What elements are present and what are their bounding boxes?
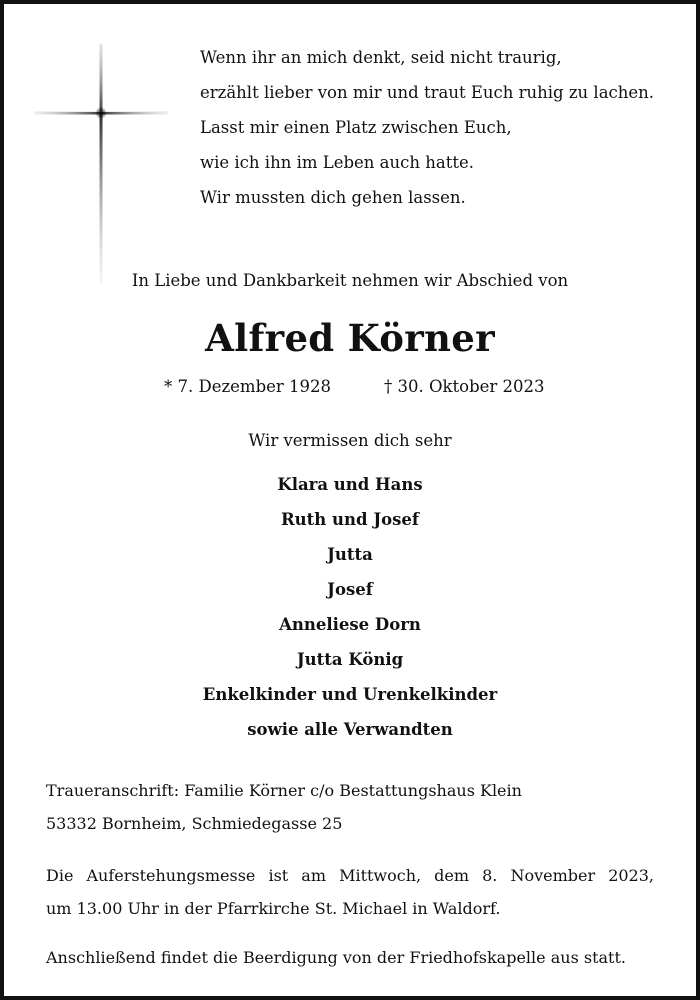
poem-line: wie ich ihn im Leben auch hatte. [200,153,474,172]
address-line: Traueranschrift: Familie Körner c/o Bestattungshaus Klein [46,781,522,800]
intro-text: In Liebe und Dankbarkeit nehmen wir Abschied von [131,271,569,290]
miss-text: Wir vermissen dich sehr [248,431,452,450]
poem [200,40,654,215]
burial-info: Anschließend findet die Beerdigung von der Friedhofskapelle aus statt. [46,948,626,967]
mourner-item: Anneliese Dorn [279,615,421,634]
mourner-item: Josef [327,580,373,599]
mourner-item: Klara und Hans [277,475,423,494]
mourner-item: Jutta [327,545,373,564]
cross-icon [34,44,168,284]
mass-line: Die Auferstehungsmesse ist am Mittwoch, dem 8. November 2023, [46,866,654,885]
mass-info [46,859,654,925]
mourner-item: Jutta König [296,650,404,669]
poem-line: Lasst mir einen Platz zwischen Euch, [200,118,512,137]
mass-line: um 13.00 Uhr in der Pfarrkirche St. Michael in Waldorf. [46,899,501,918]
death-date: † 30. Oktober 2023 [384,377,545,396]
poem-line: Wenn ihr an mich denkt, seid nicht traurig, [200,48,562,67]
deceased-name: Alfred Körner [205,316,495,360]
address-line: 53332 Bornheim, Schmiedegasse 25 [46,814,343,833]
mourner-item: Enkelkinder und Urenkelkinder [202,685,498,704]
mourner-item: Ruth und Josef [280,510,420,529]
poem-line: Wir mussten dich gehen lassen. [200,188,466,207]
mourning-address [46,774,654,840]
birth-date: * 7. Dezember 1928 [164,377,332,396]
poem-line: erzählt lieber von mir und traut Euch ruhig zu lachen. [200,83,655,102]
mourner-item: sowie alle Verwandten [247,720,453,739]
mourners-list [4,467,696,747]
